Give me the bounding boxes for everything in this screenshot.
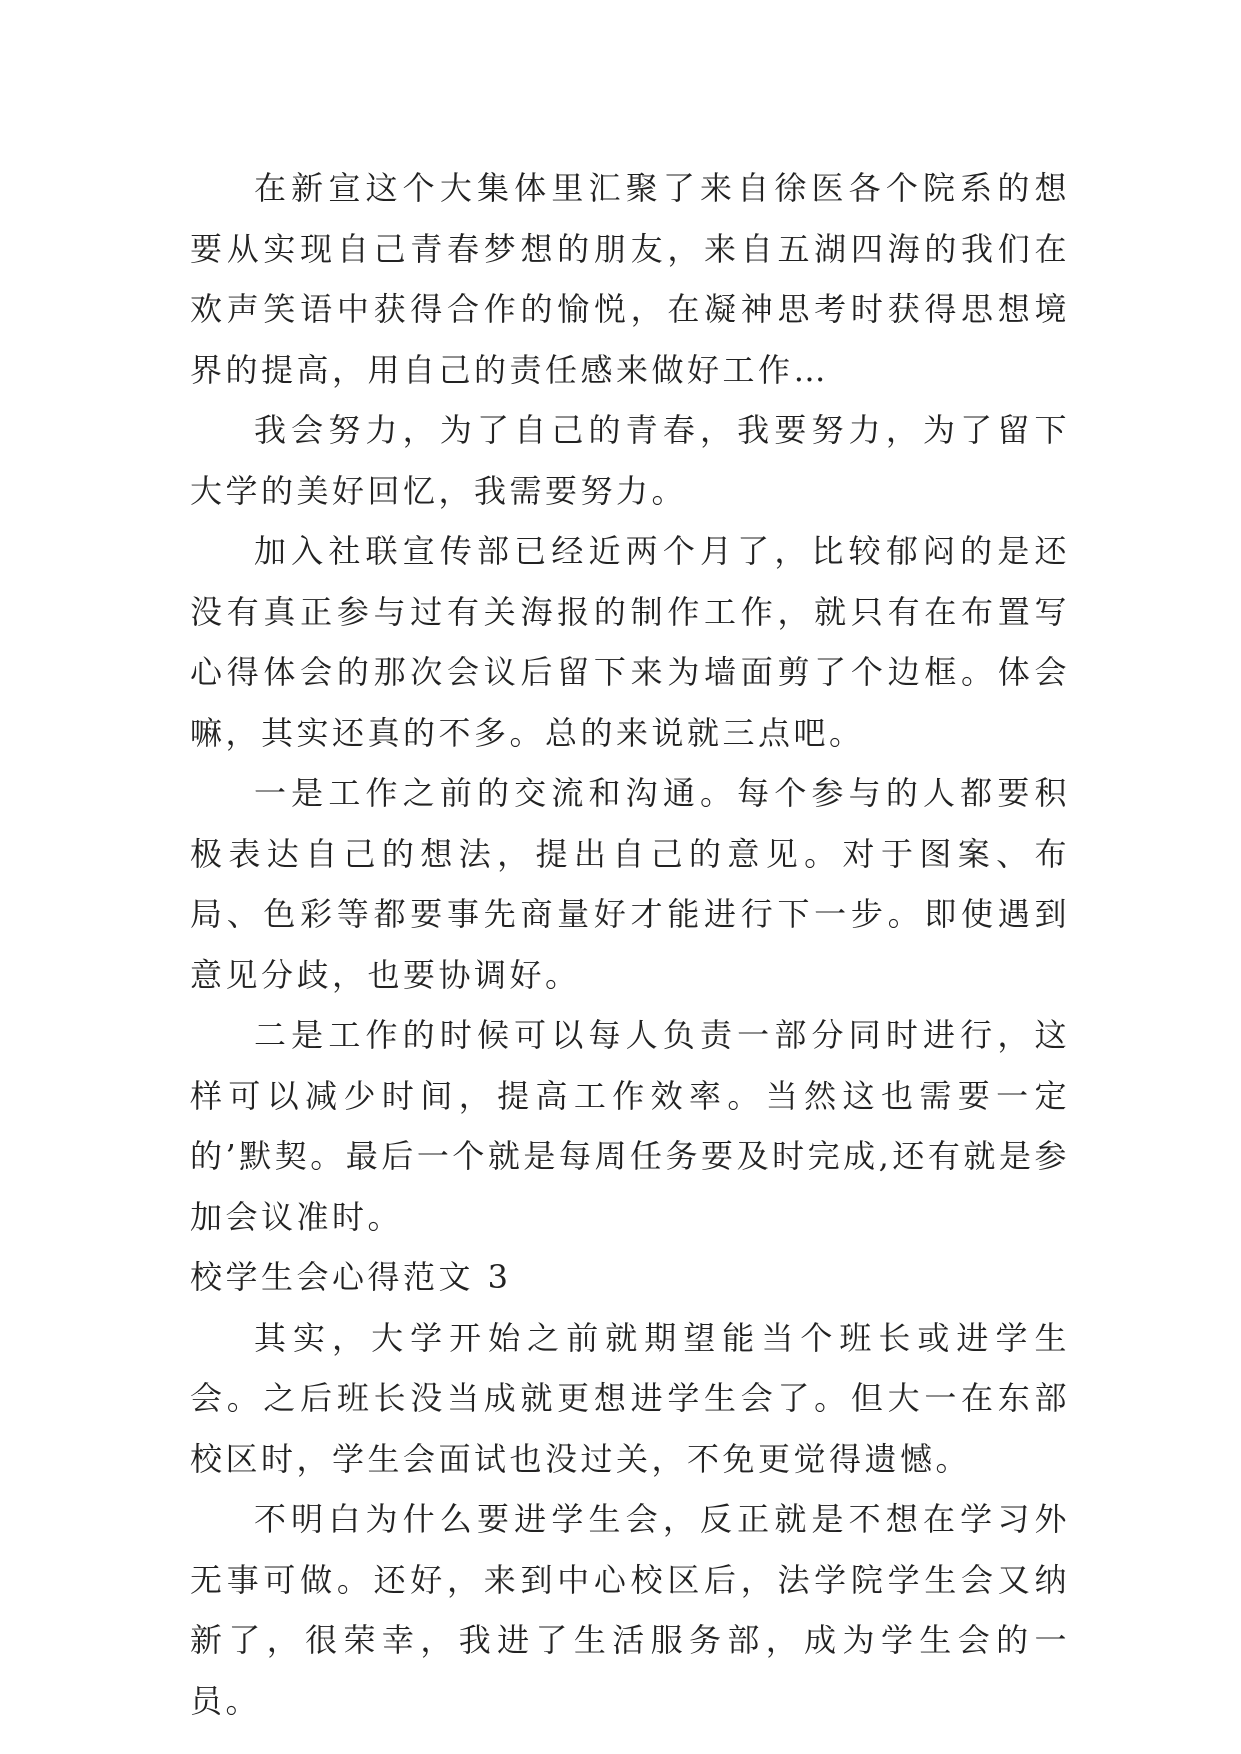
section-title: 校学生会心得范文 3 (190, 1258, 512, 1296)
paragraph: 我会努力，为了自己的青春，我要努力，为了留下大学的美好回忆，我需要努力。 (190, 411, 1070, 510)
paragraph: 不明白为什么要进学生会，反正就是不想在学习外无事可做。还好，来到中心校区后，法学院学生会又纳新了，很荣幸，我进了生活服务部，成为学生会的一员。 (190, 1500, 1070, 1720)
paragraph: 加入社联宣传部已经近两个月了，比较郁闷的是还没有真正参与过有关海报的制作工作，就只有在布置写心得体会的那次会议后留下来为墙面剪了个边框。体会嘛，其实还真的不多。总的来说就三点吧。 (190, 532, 1070, 752)
paragraph: 在新宣这个大集体里汇聚了来自徐医各个院系的想要从实现自己青春梦想的朋友，来自五湖四海的我们在欢声笑语中获得合作的愉悦，在凝神思考时获得思想境界的提高，用自己的责任感来做好工作… (190, 169, 1070, 389)
paragraph: 二是工作的时候可以每人负责一部分同时进行，这样可以减少时间，提高工作效率。当然这也需要一定的’默契。最后一个就是每周任务要及时完成,还有就是参加会议准时。 (190, 1016, 1070, 1236)
paragraph: 一是工作之前的交流和沟通。每个参与的人都要积极表达自己的想法，提出自己的意见。对于图案、布局、色彩等都要事先商量好才能进行下一步。即使遇到意见分歧，也要协调好。 (190, 774, 1070, 994)
paragraph: 其实，大学开始之前就期望能当个班长或进学生会。之后班长没当成就更想进学生会了。但大一在东部校区时，学生会面试也没过关，不免更觉得遗憾。 (190, 1318, 1070, 1478)
document-body (190, 158, 1070, 1731)
